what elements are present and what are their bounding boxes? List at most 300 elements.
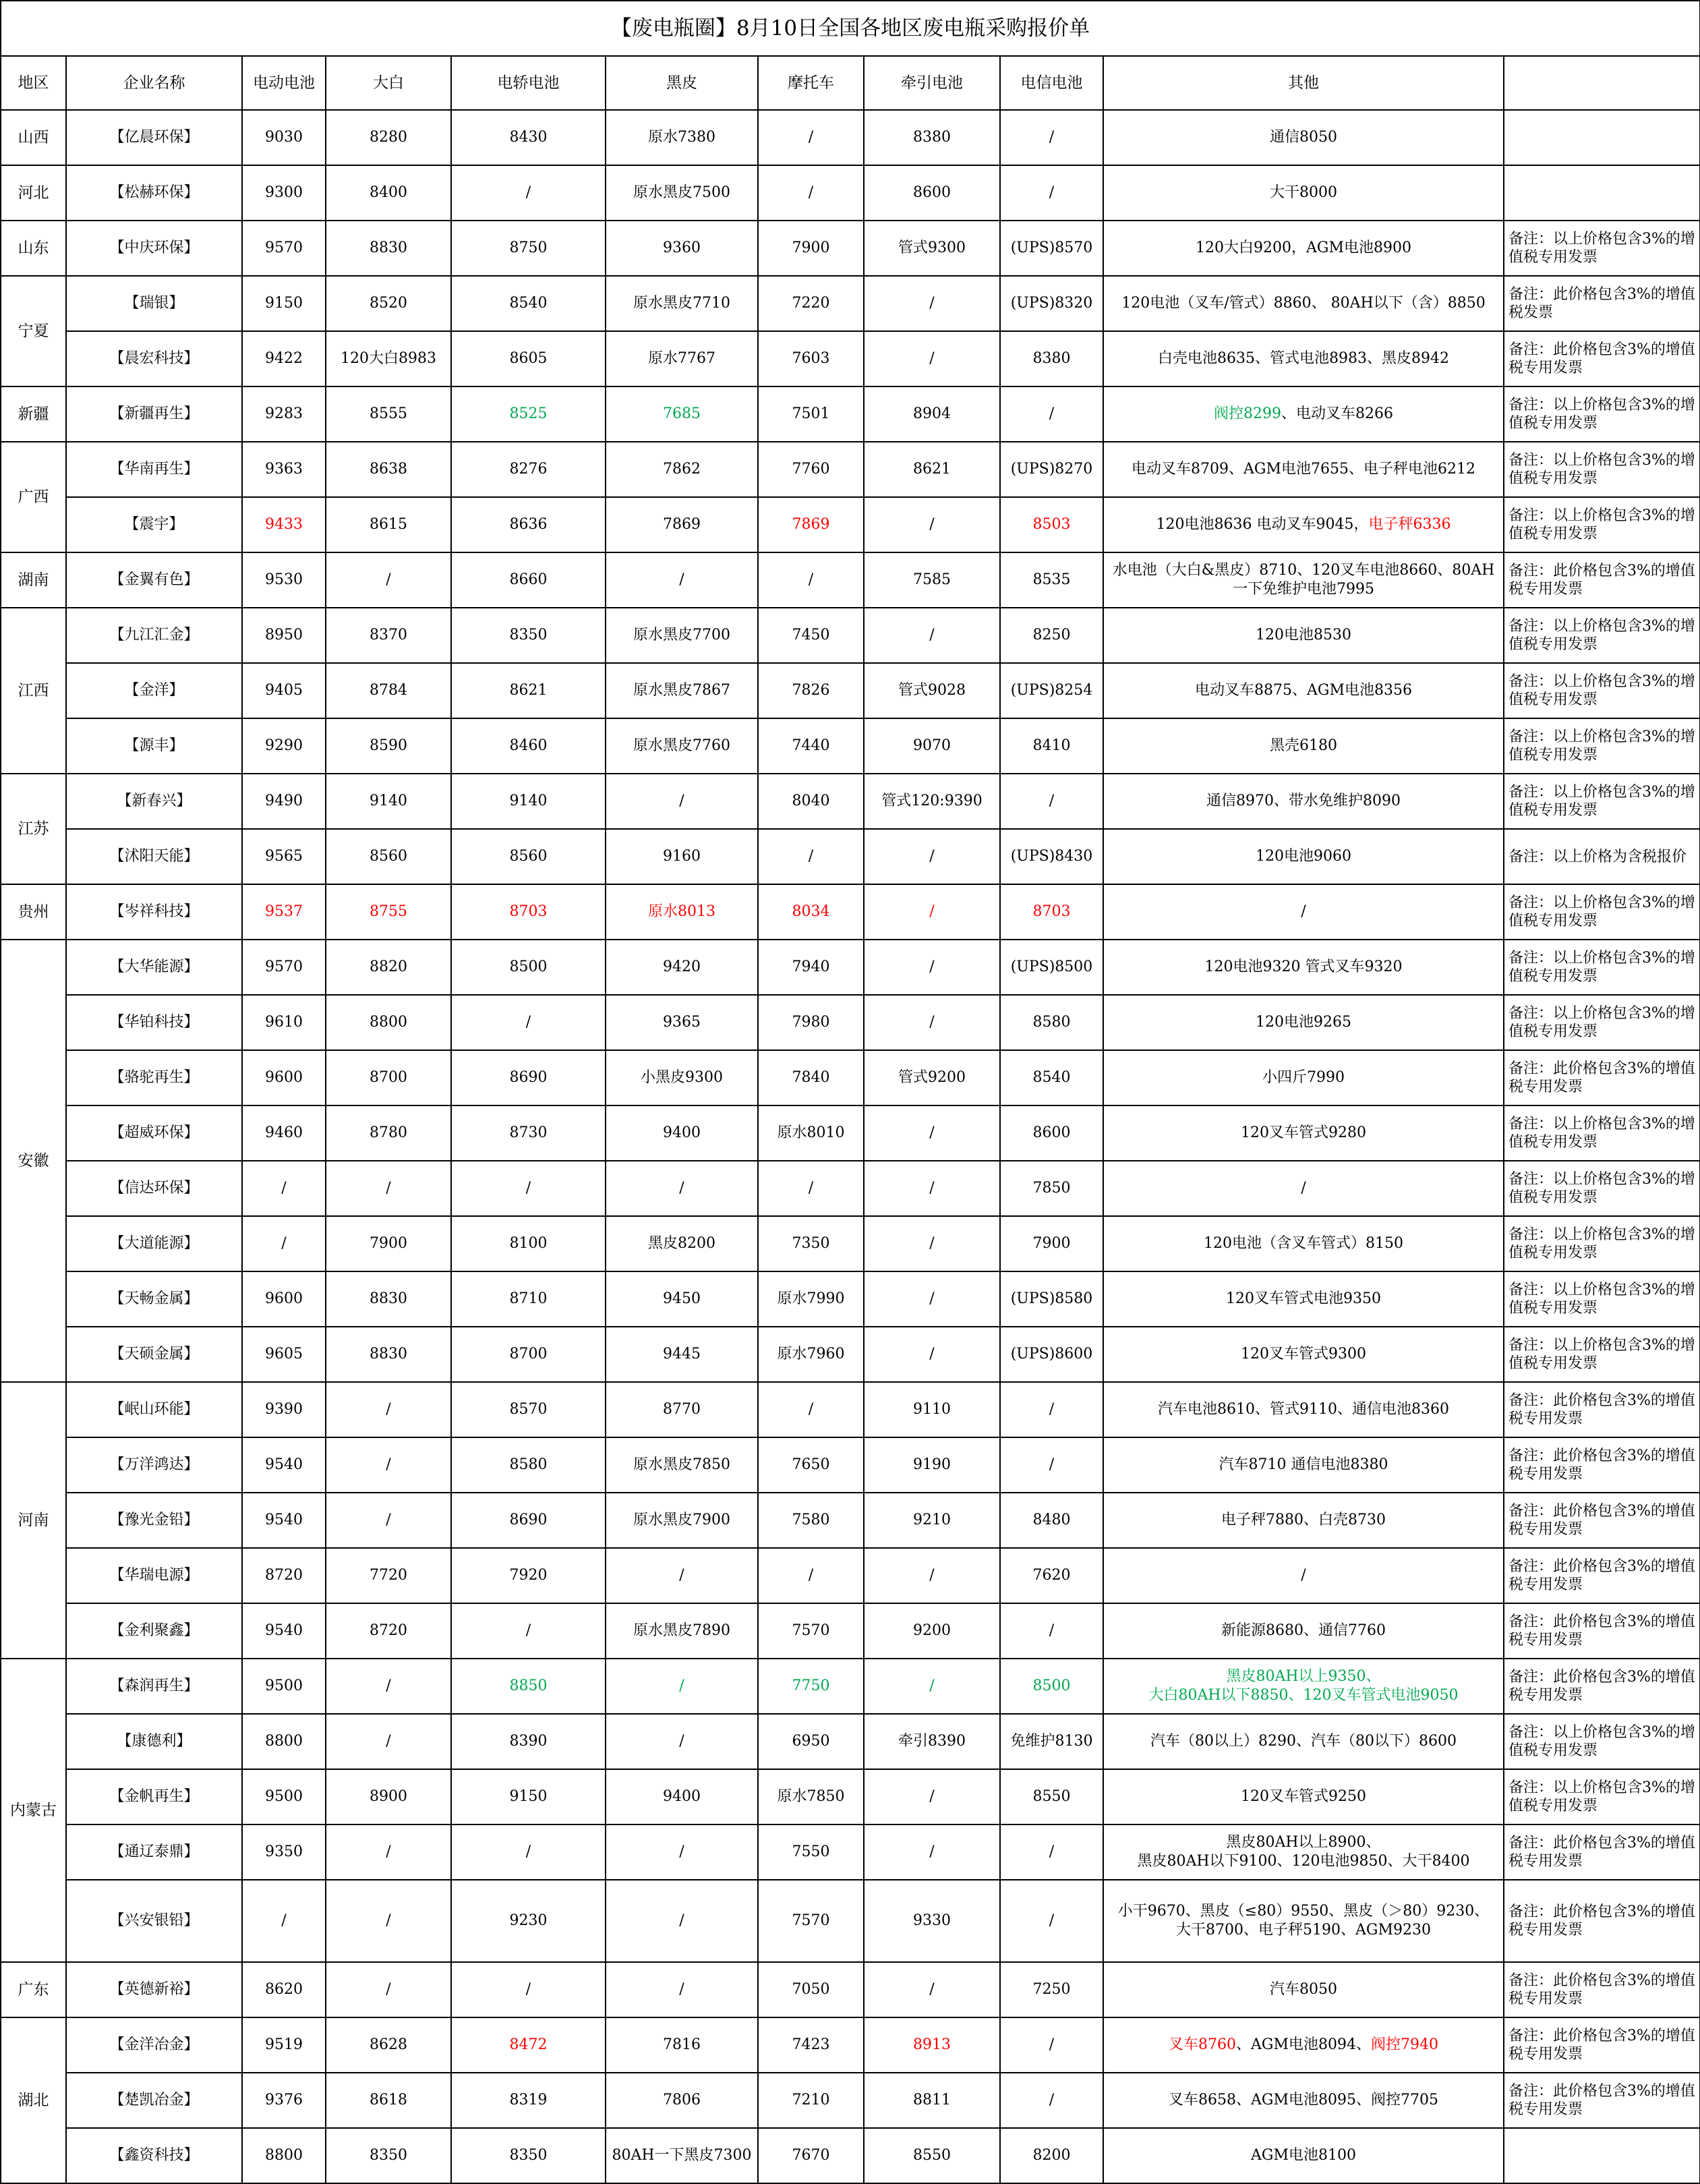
other-prices xyxy=(1103,497,1504,552)
table-row xyxy=(1,1824,1700,1880)
ecar-price: 9140 xyxy=(451,774,606,829)
ebike-price: 9600 xyxy=(242,1050,326,1105)
ecar-price: 8750 xyxy=(451,221,606,276)
telecom-price: (UPS)8254 xyxy=(1000,663,1103,718)
remark: 备注：以上价格包含3%的增值税专用发票 xyxy=(1504,1216,1700,1271)
motorcycle-price: 7900 xyxy=(758,221,864,276)
table-row xyxy=(1,497,1700,552)
motorcycle-price: 7580 xyxy=(758,1493,864,1548)
ecar-price: / xyxy=(451,1824,606,1880)
ebike-price: 9030 xyxy=(242,110,326,165)
other-prices: / xyxy=(1103,1161,1504,1216)
other-prices: 120电池8530 xyxy=(1103,608,1504,663)
other-price-line: 小干9670、黑皮（≤80）9550、黑皮（＞80）9230、 xyxy=(1117,1903,1490,1920)
company-name: 【金翼有色】 xyxy=(66,552,242,608)
heipi-price: 7685 xyxy=(606,386,758,442)
motorcycle-price: 7840 xyxy=(758,1050,864,1105)
motorcycle-price: 原水7990 xyxy=(758,1271,864,1327)
ecar-price: 9150 xyxy=(451,1769,606,1824)
ebike-price: 9390 xyxy=(242,1382,326,1437)
company-name: 【金帆再生】 xyxy=(66,1769,242,1824)
motorcycle-price: 7423 xyxy=(758,2017,864,2073)
company-name: 【兴安银铅】 xyxy=(66,1880,242,1962)
telecom-price: / xyxy=(1000,386,1103,442)
ebike-price: 9422 xyxy=(242,331,326,386)
motorcycle-price: 7980 xyxy=(758,995,864,1050)
motorcycle-price: / xyxy=(758,1548,864,1603)
ebike-price: / xyxy=(242,1161,326,1216)
other-price-line: 黑皮80AH以上9350、 xyxy=(1226,1668,1381,1685)
ecar-price: / xyxy=(451,1962,606,2017)
ecar-price: 8350 xyxy=(451,608,606,663)
ebike-price: 8950 xyxy=(242,608,326,663)
traction-price: 8904 xyxy=(864,386,1000,442)
ebike-price: 9300 xyxy=(242,165,326,221)
dabai-price: 8280 xyxy=(326,110,451,165)
telecom-price: 8550 xyxy=(1000,1769,1103,1824)
dabai-price: 8830 xyxy=(326,221,451,276)
other-prices xyxy=(1103,1659,1504,1714)
motorcycle-price: 7440 xyxy=(758,718,864,774)
telecom-price: (UPS)8430 xyxy=(1000,829,1103,884)
motorcycle-price: 7650 xyxy=(758,1437,864,1493)
ebike-price: 9570 xyxy=(242,221,326,276)
company-name: 【超威环保】 xyxy=(66,1105,242,1161)
motorcycle-price: 7220 xyxy=(758,276,864,331)
motorcycle-price: 7940 xyxy=(758,940,864,995)
telecom-price: (UPS)8600 xyxy=(1000,1327,1103,1382)
dabai-price: 7720 xyxy=(326,1548,451,1603)
remark: 备注：此价格包含3%的增值税专用发票 xyxy=(1504,1437,1700,1493)
table-row xyxy=(1,2128,1700,2183)
company-name: 【大华能源】 xyxy=(66,940,242,995)
telecom-price: / xyxy=(1000,1437,1103,1493)
other-prices: 电子秤7880、白壳8730 xyxy=(1103,1493,1504,1548)
telecom-price: / xyxy=(1000,1824,1103,1880)
remark: 备注：以上价格包含3%的增值税专用发票 xyxy=(1504,995,1700,1050)
ebike-price: 9376 xyxy=(242,2073,326,2128)
table-row xyxy=(1,1880,1700,1962)
dabai-price: / xyxy=(326,1437,451,1493)
other-prices: 120叉车管式9250 xyxy=(1103,1769,1504,1824)
table-row xyxy=(1,774,1700,829)
dabai-price: 8900 xyxy=(326,1769,451,1824)
remark: 备注：以上价格包含3%的增值税专用发票 xyxy=(1504,663,1700,718)
other-prices xyxy=(1103,1824,1504,1880)
heipi-price: / xyxy=(606,1714,758,1769)
dabai-price: 8555 xyxy=(326,386,451,442)
ebike-price: 9519 xyxy=(242,2017,326,2073)
company-name: 【金洋冶金】 xyxy=(66,2017,242,2073)
dabai-price: / xyxy=(326,552,451,608)
motorcycle-price: / xyxy=(758,552,864,608)
other-prices: 120电池9265 xyxy=(1103,995,1504,1050)
dabai-price: 8350 xyxy=(326,2128,451,2183)
other-prices: 黑壳6180 xyxy=(1103,718,1504,774)
motorcycle-price: 7210 xyxy=(758,2073,864,2128)
company-name: 【金利聚鑫】 xyxy=(66,1603,242,1659)
header-ebike: 电动电池 xyxy=(242,56,326,110)
traction-price: 7585 xyxy=(864,552,1000,608)
telecom-price: 7850 xyxy=(1000,1161,1103,1216)
page-title: 【废电瓶圈】8月10日全国各地区废电瓶采购报价单 xyxy=(1,1,1700,56)
motorcycle-price: 原水7850 xyxy=(758,1769,864,1824)
ecar-price: 8710 xyxy=(451,1271,606,1327)
heipi-price: 原水黑皮7867 xyxy=(606,663,758,718)
other-prices xyxy=(1103,1880,1504,1962)
ebike-price: 8720 xyxy=(242,1548,326,1603)
region-cell: 贵州 xyxy=(1,884,66,940)
motorcycle-price: 7050 xyxy=(758,1962,864,2017)
table-row xyxy=(1,1659,1700,1714)
ebike-price: 9605 xyxy=(242,1327,326,1382)
company-name: 【楚凯冶金】 xyxy=(66,2073,242,2128)
other-prices: 小四斤7990 xyxy=(1103,1050,1504,1105)
dabai-price: / xyxy=(326,1382,451,1437)
remark: 备注：此价格包含3%的增值税发票 xyxy=(1504,276,1700,331)
table-row xyxy=(1,663,1700,718)
other-price-part: 、AGM电池8094、 xyxy=(1236,2036,1371,2053)
dabai-price: 8560 xyxy=(326,829,451,884)
dabai-price: / xyxy=(326,1714,451,1769)
company-name: 【源丰】 xyxy=(66,718,242,774)
dabai-price: 7900 xyxy=(326,1216,451,1271)
company-name: 【英德新裕】 xyxy=(66,1962,242,2017)
traction-price: 8811 xyxy=(864,2073,1000,2128)
company-name: 【瑞银】 xyxy=(66,276,242,331)
ecar-price: 8703 xyxy=(451,884,606,940)
remark: 备注：此价格包含3%的增值税专用发票 xyxy=(1504,1548,1700,1603)
traction-price: / xyxy=(864,1659,1000,1714)
company-name: 【中庆环保】 xyxy=(66,221,242,276)
traction-price: / xyxy=(864,497,1000,552)
table-row xyxy=(1,221,1700,276)
telecom-price: (UPS)8580 xyxy=(1000,1271,1103,1327)
other-price-part: 、电动叉车8266 xyxy=(1281,405,1393,422)
header-other: 其他 xyxy=(1103,56,1504,110)
company-name: 【骆驼再生】 xyxy=(66,1050,242,1105)
header-row xyxy=(1,56,1700,110)
table-row xyxy=(1,1382,1700,1437)
dabai-price: 120大白8983 xyxy=(326,331,451,386)
table-row xyxy=(1,276,1700,331)
traction-price: / xyxy=(864,995,1000,1050)
ecar-price: 8580 xyxy=(451,1437,606,1493)
other-prices: 120叉车管式电池9350 xyxy=(1103,1271,1504,1327)
ecar-price: 8276 xyxy=(451,442,606,497)
remark: 备注：此价格包含3%的增值税专用发票 xyxy=(1504,2073,1700,2128)
ecar-price: 8460 xyxy=(451,718,606,774)
remark: 备注：此价格包含3%的增值税专用发票 xyxy=(1504,331,1700,386)
traction-price: / xyxy=(864,1161,1000,1216)
company-name: 【沭阳天能】 xyxy=(66,829,242,884)
heipi-price: 80AH一下黑皮7300 xyxy=(606,2128,758,2183)
ecar-price: 9230 xyxy=(451,1880,606,1962)
other-prices: 120大白9200，AGM电池8900 xyxy=(1103,221,1504,276)
remark: 备注：以上价格包含3%的增值税专用发票 xyxy=(1504,1769,1700,1824)
motorcycle-price: 原水8010 xyxy=(758,1105,864,1161)
traction-price: / xyxy=(864,940,1000,995)
other-prices: AGM电池8100 xyxy=(1103,2128,1504,2183)
traction-price: / xyxy=(864,331,1000,386)
motorcycle-price: 7826 xyxy=(758,663,864,718)
other-price-part: 叉车8760 xyxy=(1169,2036,1236,2053)
remark xyxy=(1504,165,1700,221)
ecar-price: 8500 xyxy=(451,940,606,995)
motorcycle-price: 7760 xyxy=(758,442,864,497)
other-price-line: 大干8700、电子秤5190、AGM9230 xyxy=(1176,1922,1431,1938)
motorcycle-price: / xyxy=(758,1161,864,1216)
motorcycle-price: 7869 xyxy=(758,497,864,552)
table-row xyxy=(1,2017,1700,2073)
motorcycle-price: / xyxy=(758,165,864,221)
ebike-price: 9150 xyxy=(242,276,326,331)
dabai-price: 8520 xyxy=(326,276,451,331)
ecar-price: 8605 xyxy=(451,331,606,386)
traction-price: / xyxy=(864,1271,1000,1327)
telecom-price: / xyxy=(1000,774,1103,829)
heipi-price: 9445 xyxy=(606,1327,758,1382)
heipi-price: 7806 xyxy=(606,2073,758,2128)
traction-price: 8913 xyxy=(864,2017,1000,2073)
other-prices: 120电池9320 管式叉车9320 xyxy=(1103,940,1504,995)
region-cell: 广西 xyxy=(1,442,66,552)
traction-price: 9210 xyxy=(864,1493,1000,1548)
remark: 备注：以上价格包含3%的增值税专用发票 xyxy=(1504,442,1700,497)
dabai-price: 8755 xyxy=(326,884,451,940)
ebike-price: 9500 xyxy=(242,1659,326,1714)
region-cell: 河南 xyxy=(1,1382,66,1659)
heipi-price: 9450 xyxy=(606,1271,758,1327)
dabai-price: 8800 xyxy=(326,995,451,1050)
table-row xyxy=(1,1050,1700,1105)
ebike-price: 9565 xyxy=(242,829,326,884)
heipi-price: 黑皮8200 xyxy=(606,1216,758,1271)
table-row xyxy=(1,552,1700,608)
dabai-price: 8830 xyxy=(326,1327,451,1382)
company-name: 【华南再生】 xyxy=(66,442,242,497)
other-price-part: 120电池8636 电动叉车9045， xyxy=(1156,516,1369,533)
header-dabai: 大白 xyxy=(326,56,451,110)
other-price-line: 黑皮80AH以上8900、 xyxy=(1226,1834,1381,1851)
company-name: 【万洋鸿达】 xyxy=(66,1437,242,1493)
table-row xyxy=(1,110,1700,165)
region-cell: 山西 xyxy=(1,110,66,165)
table-row xyxy=(1,1437,1700,1493)
heipi-price: 原水7767 xyxy=(606,331,758,386)
other-prices xyxy=(1103,2017,1504,2073)
region-cell: 湖南 xyxy=(1,552,66,608)
table-row xyxy=(1,718,1700,774)
table-row xyxy=(1,1271,1700,1327)
ebike-price: 9283 xyxy=(242,386,326,442)
ebike-price: 9600 xyxy=(242,1271,326,1327)
region-cell: 宁夏 xyxy=(1,276,66,386)
motorcycle-price: 7350 xyxy=(758,1216,864,1271)
telecom-price: 免维护8130 xyxy=(1000,1714,1103,1769)
company-name: 【天畅金属】 xyxy=(66,1271,242,1327)
ebike-price: 9490 xyxy=(242,774,326,829)
telecom-price: (UPS)8570 xyxy=(1000,221,1103,276)
heipi-price: 原水8013 xyxy=(606,884,758,940)
region-cell: 安徽 xyxy=(1,940,66,1382)
remark: 备注：此价格包含3%的增值税专用发票 xyxy=(1504,552,1700,608)
dabai-price: 8628 xyxy=(326,2017,451,2073)
dabai-price: / xyxy=(326,1824,451,1880)
telecom-price: 7900 xyxy=(1000,1216,1103,1271)
telecom-price: 8703 xyxy=(1000,884,1103,940)
other-prices: / xyxy=(1103,1548,1504,1603)
heipi-price: 小黑皮9300 xyxy=(606,1050,758,1105)
ecar-price: 8560 xyxy=(451,829,606,884)
other-prices xyxy=(1103,386,1504,442)
traction-price: 9110 xyxy=(864,1382,1000,1437)
table-row xyxy=(1,829,1700,884)
telecom-price: 8503 xyxy=(1000,497,1103,552)
ecar-price: 8570 xyxy=(451,1382,606,1437)
company-name: 【新疆再生】 xyxy=(66,386,242,442)
dabai-price: / xyxy=(326,1493,451,1548)
other-price-part: 电子秤6336 xyxy=(1368,516,1451,533)
ebike-price: 9500 xyxy=(242,1769,326,1824)
company-name: 【松赫环保】 xyxy=(66,165,242,221)
traction-price: 8550 xyxy=(864,2128,1000,2183)
dabai-price: 8590 xyxy=(326,718,451,774)
dabai-price: 8820 xyxy=(326,940,451,995)
telecom-price: / xyxy=(1000,165,1103,221)
traction-price: 8380 xyxy=(864,110,1000,165)
remark: 备注：此价格包含3%的增值税专用发票 xyxy=(1504,1050,1700,1105)
ecar-price: 8690 xyxy=(451,1050,606,1105)
other-prices: 电动叉车8709、AGM电池7655、电子秤电池6212 xyxy=(1103,442,1504,497)
region-cell: 江苏 xyxy=(1,774,66,884)
company-name: 【豫光金铅】 xyxy=(66,1493,242,1548)
ebike-price: 9570 xyxy=(242,940,326,995)
other-prices: 汽车8050 xyxy=(1103,1962,1504,2017)
traction-price: / xyxy=(864,276,1000,331)
dabai-price: / xyxy=(326,1659,451,1714)
dabai-price: 8370 xyxy=(326,608,451,663)
company-name: 【森润再生】 xyxy=(66,1659,242,1714)
table-row xyxy=(1,940,1700,995)
ecar-price: 8540 xyxy=(451,276,606,331)
motorcycle-price: 7570 xyxy=(758,1603,864,1659)
traction-price: / xyxy=(864,1105,1000,1161)
heipi-price: 9360 xyxy=(606,221,758,276)
heipi-price: / xyxy=(606,1548,758,1603)
table-row xyxy=(1,2073,1700,2128)
table-row xyxy=(1,1548,1700,1603)
ebike-price: / xyxy=(242,1216,326,1271)
dabai-price: 8618 xyxy=(326,2073,451,2128)
heipi-price: / xyxy=(606,1962,758,2017)
header-telecom: 电信电池 xyxy=(1000,56,1103,110)
telecom-price: (UPS)8500 xyxy=(1000,940,1103,995)
motorcycle-price: 原水7960 xyxy=(758,1327,864,1382)
traction-price: 管式9200 xyxy=(864,1050,1000,1105)
motorcycle-price: 8040 xyxy=(758,774,864,829)
table-row xyxy=(1,1493,1700,1548)
remark: 备注：以上价格包含3%的增值税专用发票 xyxy=(1504,774,1700,829)
region-cell: 内蒙古 xyxy=(1,1659,66,1962)
dabai-price: 8638 xyxy=(326,442,451,497)
telecom-price: 8600 xyxy=(1000,1105,1103,1161)
table-row xyxy=(1,165,1700,221)
dabai-price: 8830 xyxy=(326,1271,451,1327)
company-name: 【信达环保】 xyxy=(66,1161,242,1216)
table-row xyxy=(1,442,1700,497)
telecom-price: 8500 xyxy=(1000,1659,1103,1714)
other-prices: 大干8000 xyxy=(1103,165,1504,221)
traction-price: 牵引8390 xyxy=(864,1714,1000,1769)
other-prices: 120电池9060 xyxy=(1103,829,1504,884)
telecom-price: / xyxy=(1000,1382,1103,1437)
heipi-price: 原水黑皮7710 xyxy=(606,276,758,331)
heipi-price: 9420 xyxy=(606,940,758,995)
company-name: 【华铂科技】 xyxy=(66,995,242,1050)
telecom-price: / xyxy=(1000,2017,1103,2073)
heipi-price: 原水7380 xyxy=(606,110,758,165)
motorcycle-price: 7570 xyxy=(758,1880,864,1962)
motorcycle-price: 7750 xyxy=(758,1659,864,1714)
remark: 备注：此价格包含3%的增值税专用发票 xyxy=(1504,1493,1700,1548)
region-cell: 河北 xyxy=(1,165,66,221)
traction-price: / xyxy=(864,1327,1000,1382)
traction-price: / xyxy=(864,608,1000,663)
company-name: 【新春兴】 xyxy=(66,774,242,829)
heipi-price: / xyxy=(606,552,758,608)
remark: 备注：此价格包含3%的增值税专用发票 xyxy=(1504,1382,1700,1437)
dabai-price: / xyxy=(326,1161,451,1216)
other-prices: 汽车（80以上）8290、汽车（80以下）8600 xyxy=(1103,1714,1504,1769)
dabai-price: / xyxy=(326,1880,451,1962)
motorcycle-price: 7501 xyxy=(758,386,864,442)
ebike-price: 8620 xyxy=(242,1962,326,2017)
region-cell: 新疆 xyxy=(1,386,66,442)
telecom-price: / xyxy=(1000,1603,1103,1659)
telecom-price: 8200 xyxy=(1000,2128,1103,2183)
telecom-price: 7250 xyxy=(1000,1962,1103,2017)
header-motorcycle: 摩托车 xyxy=(758,56,864,110)
traction-price: 8600 xyxy=(864,165,1000,221)
motorcycle-price: 8034 xyxy=(758,884,864,940)
ecar-price: / xyxy=(451,995,606,1050)
company-name: 【亿晨环保】 xyxy=(66,110,242,165)
company-name: 【震宇】 xyxy=(66,497,242,552)
heipi-price: 原水黑皮7500 xyxy=(606,165,758,221)
remark: 备注：此价格包含3%的增值税专用发票 xyxy=(1504,1880,1700,1962)
table-row xyxy=(1,1105,1700,1161)
remark: 备注：以上价格包含3%的增值税专用发票 xyxy=(1504,1161,1700,1216)
telecom-price: / xyxy=(1000,2073,1103,2128)
ecar-price: / xyxy=(451,1603,606,1659)
heipi-price: 9400 xyxy=(606,1769,758,1824)
company-name: 【岑祥科技】 xyxy=(66,884,242,940)
traction-price: / xyxy=(864,1216,1000,1271)
traction-price: / xyxy=(864,1548,1000,1603)
telecom-price: 7620 xyxy=(1000,1548,1103,1603)
telecom-price: 8580 xyxy=(1000,995,1103,1050)
other-prices: 120叉车管式9300 xyxy=(1103,1327,1504,1382)
heipi-price: 7862 xyxy=(606,442,758,497)
header-ecar: 电轿电池 xyxy=(451,56,606,110)
heipi-price: 原水黑皮7900 xyxy=(606,1493,758,1548)
ebike-price: 9363 xyxy=(242,442,326,497)
traction-price: 管式120:9390 xyxy=(864,774,1000,829)
traction-price: 9190 xyxy=(864,1437,1000,1493)
ecar-price: 8350 xyxy=(451,2128,606,2183)
ecar-price: 8430 xyxy=(451,110,606,165)
